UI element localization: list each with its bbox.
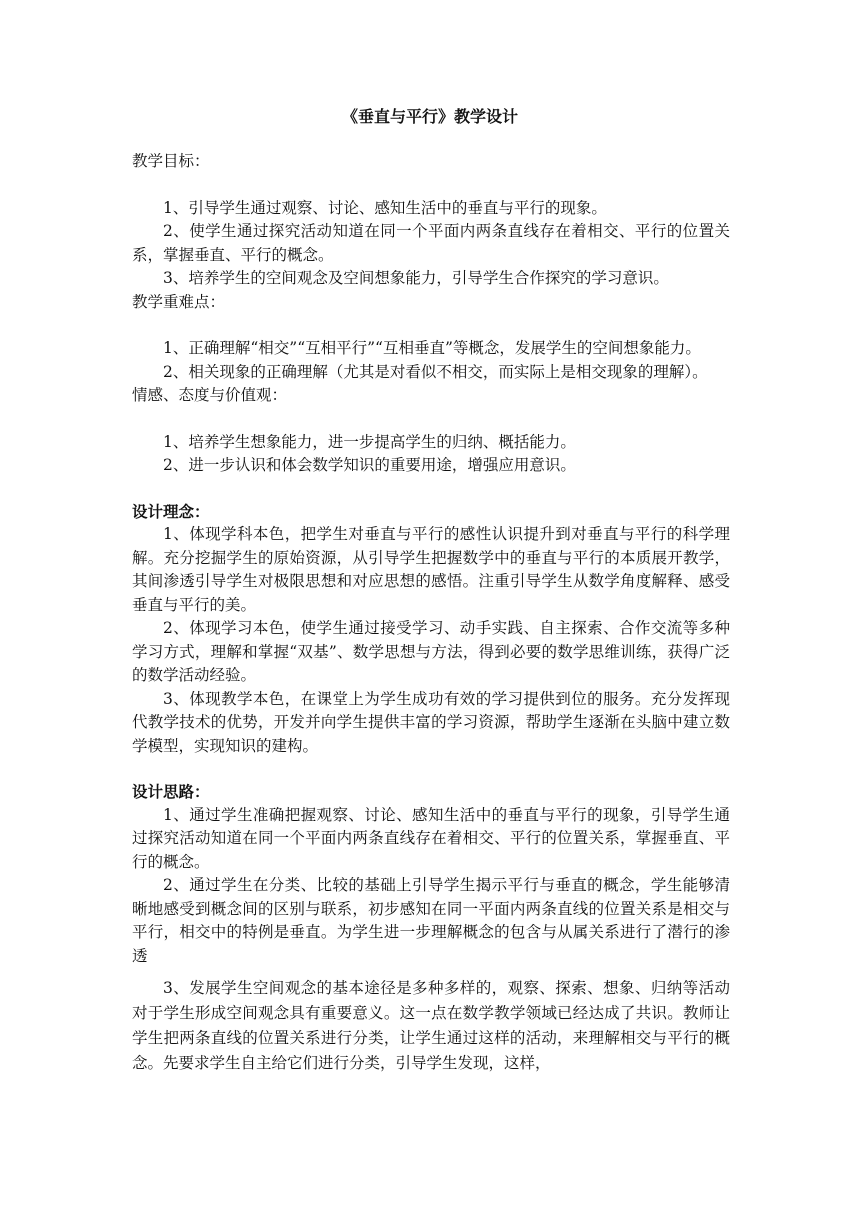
document-title: 《垂直与平行》教学设计 xyxy=(341,107,518,126)
approach-heading: 设计思路： xyxy=(132,782,210,801)
concept-heading: 设计理念： xyxy=(132,501,210,521)
approach-item-2: 2、通过学生在分类、比较的基础上引导学生揭示平行与垂直的概念，学生能够清晰地感受到概念间的区别与联系，初步感知在同一平面内两条直线的位置关系是相交与平行，相交中的特例是垂直。为学生进一步理解概念的包含与从属关系进行了潜行的渗透 xyxy=(132,876,730,965)
goals-heading: 教学目标： xyxy=(132,152,210,170)
concept-item-2: 2、体现学习本色，使学生通过接受学习、动手实践、自主探索、合作交流等多种学习方式，理解和掌握“双基”、数学思想与方法，得到必要的数学思维训练，获得广泛的数学活动经验。 xyxy=(132,619,730,684)
values-item-1: 1、培养学生想象能力，进一步提高学生的归纳、概括能力。 xyxy=(163,432,576,451)
values-item-2: 2、进一步认识和体会数学知识的重要用途，增强应用意识。 xyxy=(163,456,576,474)
key-points-item-2: 2、相关现象的正确理解（尤其是对看似不相交，而实际上是相交现象的理解）。 xyxy=(163,362,708,381)
approach-item-1: 1、通过学生准确把握观察、讨论、感知生活中的垂直与平行的现象，引导学生通过探究活动知道在同一个平面内两条直线存在着相交、平行的位置关系，掌握垂直、平行的概念。 xyxy=(132,805,730,871)
key-points-heading: 教学重难点： xyxy=(132,292,226,311)
concept-item-1: 1、体现学科本色，把学生对垂直与平行的感性认识提升到对垂直与平行的科学理解。充分挖掘学生的原始资源，从引导学生把握数学中的垂直与平行的本质展开教学，其间渗透引导学生对极限思想和对应思想的感悟。注重引导学生从数学角度解释、感受垂直与平行的美。 xyxy=(132,525,730,614)
goals-item-2: 2、使学生通过探究活动知道在同一个平面内两条直线存在着相交、平行的位置关系，掌握垂直、平行的概念。 xyxy=(132,222,730,264)
approach-item-3: 3、发展学生空间观念的基本途径是多种多样的，观察、探索、想象、归纳等活动对于学生形成空间观念具有重要意义。这一点在数学教学领域已经达成了共识。教师让学生把两条直线的位置关系进行分类，让学生通过这样的活动，来理解相交与平行的概念。先要求学生自主给它们进行分类，引导学生发现，这样， xyxy=(132,979,730,1072)
goals-item-1: 1、引导学生通过观察、讨论、感知生活中的垂直与平行的现象。 xyxy=(163,198,607,217)
document-body xyxy=(132,150,730,1076)
key-points-item-1: 1、正确理解“相交”“互相平行”“互相垂直”等概念，发展学生的空间想象能力。 xyxy=(163,339,701,357)
concept-item-3: 3、体现教学本色，在课堂上为学生成功有效的学习提供到位的服务。充分发挥现代教学技术的优势，开发并向学生提供丰富的学习资源，帮助学生逐渐在头脑中建立数学模型，实现知识的建构。 xyxy=(132,689,730,755)
values-heading: 情感、态度与价值观： xyxy=(132,386,288,404)
goals-item-3: 3、培养学生的空间观念及空间想象能力，引导学生合作探究的学习意识。 xyxy=(163,269,669,287)
